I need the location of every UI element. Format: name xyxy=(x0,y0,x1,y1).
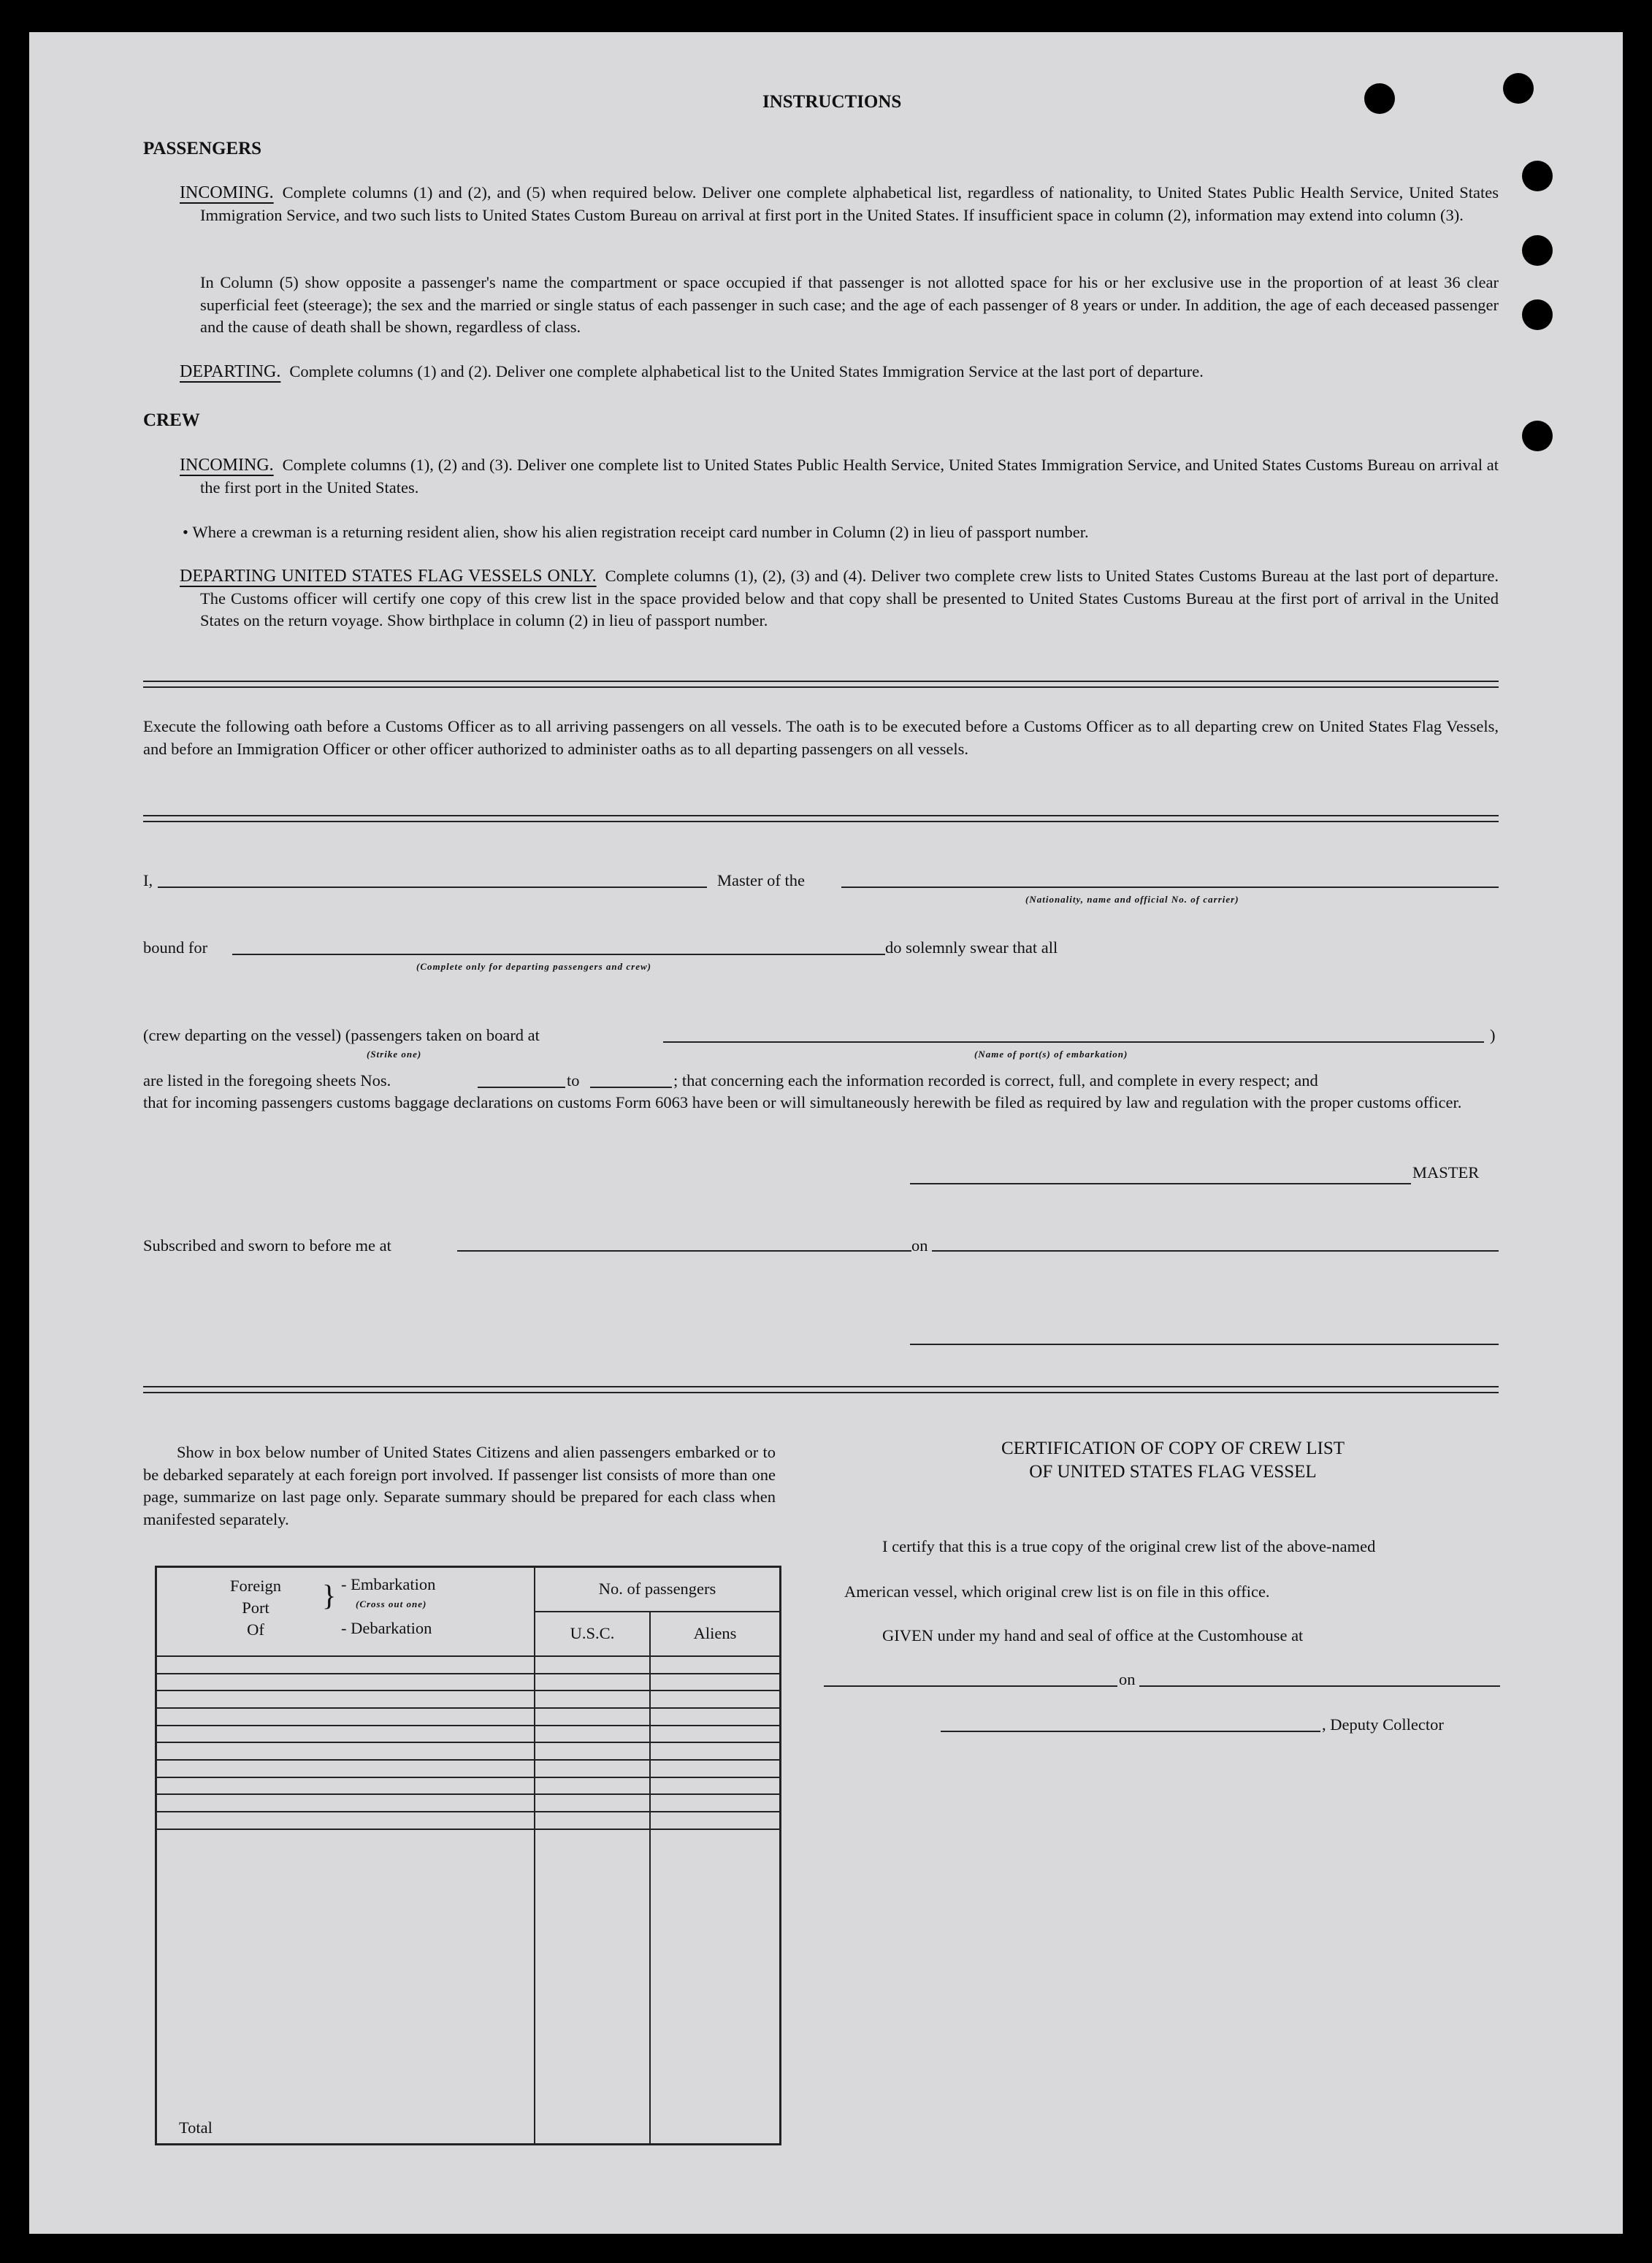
aliens-cell[interactable] xyxy=(650,1656,781,1674)
page-title: INSTRUCTIONS xyxy=(762,92,902,112)
table-row xyxy=(156,1777,781,1795)
summary-text-content: Show in box below number of United States Citizens and alien passengers embarked or to be debarked separately at each foreign port involved. If passenger list consists of more than one page, summarize on last page only. Separate summary should be prepared for each class when manifested separately. xyxy=(143,1443,776,1528)
aliens-cell[interactable] xyxy=(650,1794,781,1812)
usc-header: U.S.C. xyxy=(535,1612,650,1656)
aliens-cell[interactable] xyxy=(650,1760,781,1777)
port-cell[interactable] xyxy=(156,1760,535,1777)
summary-text xyxy=(143,1441,776,1531)
port-cell[interactable] xyxy=(156,1812,535,1829)
certification-title-1: CERTIFICATION OF COPY OF CREW LIST xyxy=(1001,1439,1345,1458)
aliens-cell[interactable] xyxy=(650,1777,781,1795)
aliens-cell[interactable] xyxy=(650,1690,781,1708)
complete-only-caption: (Complete only for departing passengers and crew) xyxy=(416,961,651,972)
crew-bullet xyxy=(183,521,1499,544)
listed-rest xyxy=(143,1092,1499,1114)
aliens-cell[interactable] xyxy=(650,1726,781,1743)
punch-hole-6 xyxy=(1522,421,1553,451)
table-row xyxy=(156,1690,781,1708)
crew-departing-text: Complete columns (1), (2), (3) and (4). Deliver two complete crew lists to United States Customs Bureau at the last port of departure. The Customs officer will certify one copy of this crew list in the space provided below and that copy shall be presented to United States Customs Bureau at the first port of arrival in the United States on the return voyage. Show birthplace in column (2) in lieu of passport number. xyxy=(200,567,1499,629)
port-cell[interactable] xyxy=(156,1777,535,1795)
master-signature-field[interactable] xyxy=(910,1183,1411,1184)
port-label: Port xyxy=(242,1598,269,1617)
crew-incoming-label: INCOMING. xyxy=(180,456,274,475)
passengers-incoming-text: Complete columns (1) and (2), and (5) when required below. Deliver one complete alphabetical list, regardless of nationality, to United States Public Health Service, United States Immigration Service, and two such lists to United States Custom Bureau on arrival at first port in the United States. If insufficient space in column (2), information may extend into column (3). xyxy=(200,183,1499,224)
passengers-departing xyxy=(180,361,1499,383)
crew-departing-label: DEPARTING UNITED STATES FLAG VESSELS ONLY. xyxy=(180,567,597,586)
cert-on-label: on xyxy=(1119,1670,1136,1688)
crew-departing-text: (crew departing on the vessel) (passengers taken on board at xyxy=(143,1026,540,1044)
punch-hole-1 xyxy=(1364,83,1395,114)
deputy-collector-label: , Deputy Collector xyxy=(1322,1715,1444,1734)
divider-3 xyxy=(143,1386,1499,1393)
table-row xyxy=(156,1812,781,1829)
listed-text-1: are listed in the foregoing sheets Nos. xyxy=(143,1071,391,1090)
passengers-departing-text: Complete columns (1) and (2). Deliver one complete alphabetical list to the United States Immigration Service at the last port of departure. xyxy=(289,362,1204,380)
punch-hole-4 xyxy=(1522,235,1553,266)
table-row xyxy=(156,1708,781,1726)
aliens-cell[interactable] xyxy=(650,1674,781,1691)
deputy-collector-signature-field[interactable] xyxy=(941,1731,1320,1732)
foreign-label: Foreign xyxy=(230,1577,281,1595)
divider-2 xyxy=(143,815,1499,822)
subscribed-date-field[interactable] xyxy=(932,1250,1499,1252)
port-cell[interactable] xyxy=(156,1656,535,1674)
usc-cell[interactable] xyxy=(535,1760,650,1777)
usc-cell[interactable] xyxy=(535,1794,650,1812)
usc-total-cell[interactable] xyxy=(535,1829,650,2145)
master-label: MASTER xyxy=(1412,1163,1480,1182)
bullet-icon: • xyxy=(183,523,193,541)
subscribed-on-label: on xyxy=(911,1236,928,1255)
port-cell[interactable] xyxy=(156,1690,535,1708)
total-row xyxy=(156,1829,781,2145)
passengers-heading: PASSENGERS xyxy=(143,139,262,158)
usc-cell[interactable] xyxy=(535,1674,650,1691)
usc-cell[interactable] xyxy=(535,1777,650,1795)
debarkation-label: - Debarkation xyxy=(341,1619,432,1637)
master-of-the-label: Master of the xyxy=(717,871,805,889)
strike-one-caption: (Strike one) xyxy=(367,1049,422,1060)
nationality-caption: (Nationality, name and official No. of carrier) xyxy=(1025,894,1239,905)
divider-1 xyxy=(143,681,1499,688)
table-row xyxy=(156,1656,781,1674)
crew-incoming-text: Complete columns (1), (2) and (3). Deliver one complete list to United States Public Health Service, United States Immigration Service, and United States Customs Bureau on arrival at the first port in the United States. xyxy=(200,456,1499,497)
subscribed-label: Subscribed and sworn to before me at xyxy=(143,1236,391,1255)
passengers-departing-label: DEPARTING. xyxy=(180,362,281,381)
vessel-field[interactable] xyxy=(841,887,1499,888)
no-of-passengers-header: No. of passengers xyxy=(535,1567,781,1612)
port-cell[interactable] xyxy=(156,1794,535,1812)
certification-title-2: OF UNITED STATES FLAG VESSEL xyxy=(1029,1462,1317,1482)
punch-hole-5 xyxy=(1522,299,1553,330)
passengers-column5-text: In Column (5) show opposite a passenger's name the compartment or space occupied if that passenger is not allotted space for his or her exclusive use in the proportion of at least 36 clear superficial feet (steerage); the sex and the married or single status of each passenger in such case; and the age of each passenger of 8 years or under. In addition, the age of each deceased passenger and the cause of death shall be shown, regardless of class. xyxy=(200,273,1499,336)
usc-cell[interactable] xyxy=(535,1812,650,1829)
certify-text-1: I certify that this is a true copy of the original crew list of the above-named xyxy=(882,1537,1376,1555)
brace-icon: } xyxy=(322,1579,337,1612)
usc-cell[interactable] xyxy=(535,1708,650,1726)
listed-text-2: ; that concerning each the information recorded is correct, full, and complete in every respect; and xyxy=(673,1071,1318,1090)
table-row xyxy=(156,1674,781,1691)
usc-cell[interactable] xyxy=(535,1726,650,1743)
aliens-total-cell[interactable] xyxy=(650,1829,781,2145)
sheet-from-field[interactable] xyxy=(478,1087,565,1088)
passenger-summary-table xyxy=(155,1566,781,2145)
aliens-header: Aliens xyxy=(650,1612,781,1656)
given-text: GIVEN under my hand and seal of office at the Customhouse at xyxy=(882,1626,1304,1644)
ports-embarkation-field[interactable] xyxy=(663,1041,1484,1043)
aliens-cell[interactable] xyxy=(650,1708,781,1726)
usc-cell[interactable] xyxy=(535,1690,650,1708)
crew-departing xyxy=(180,565,1499,632)
cross-out-caption: (Cross out one) xyxy=(356,1598,427,1609)
listed-rest-text: that for incoming passengers customs baggage declarations on customs Form 6063 have been or will simultaneously herewith be filed as required by law and regulation with the proper customs officer. xyxy=(143,1093,1462,1111)
total-label: Total xyxy=(156,1829,535,2145)
crew-heading: CREW xyxy=(143,410,200,430)
port-cell[interactable] xyxy=(156,1726,535,1743)
oath-intro-text: Execute the following oath before a Customs Officer as to all arriving passengers on all vessels. The oath is to be executed before a Customs Officer as to all departing crew on United States Flag Vessels, and before an Immigration Officer or other officer authorized to administer oaths as to all departing passengers on all vessels. xyxy=(143,717,1499,758)
aliens-cell[interactable] xyxy=(650,1742,781,1760)
oath-intro xyxy=(143,716,1499,760)
table-row xyxy=(156,1760,781,1777)
master-name-field[interactable] xyxy=(158,887,707,888)
officer-signature-field[interactable] xyxy=(910,1344,1499,1345)
crew-incoming xyxy=(180,454,1499,499)
subscribed-place-field[interactable] xyxy=(457,1250,911,1252)
oath-i-label: I, xyxy=(143,871,153,889)
table-row xyxy=(156,1742,781,1760)
sheet-to-field[interactable] xyxy=(590,1087,672,1088)
passengers-incoming xyxy=(180,182,1499,226)
customhouse-field[interactable] xyxy=(824,1685,1117,1687)
punch-hole-3 xyxy=(1522,161,1553,191)
certify-text-2: American vessel, which original crew list is on file in this office. xyxy=(844,1582,1270,1601)
port-cell[interactable] xyxy=(156,1742,535,1760)
embarkation-label: - Embarkation xyxy=(341,1575,436,1593)
crew-bullet-text: Where a crewman is a returning resident alien, show his alien registration receipt card number in Column (2) in lieu of passport number. xyxy=(192,523,1089,541)
cert-date-field[interactable] xyxy=(1139,1685,1500,1687)
bound-for-label: bound for xyxy=(143,938,208,957)
solemnly-swear-text: do solemnly swear that all xyxy=(885,938,1058,957)
close-paren: ) xyxy=(1490,1026,1496,1044)
of-label: Of xyxy=(247,1620,264,1639)
table-row xyxy=(156,1794,781,1812)
usc-cell[interactable] xyxy=(535,1656,650,1674)
punch-hole-2 xyxy=(1503,73,1534,104)
port-cell[interactable] xyxy=(156,1674,535,1691)
bound-for-field[interactable] xyxy=(232,954,885,955)
passengers-incoming-label: INCOMING. xyxy=(180,183,274,202)
port-cell[interactable] xyxy=(156,1708,535,1726)
usc-cell[interactable] xyxy=(535,1742,650,1760)
port-header-cell xyxy=(156,1567,535,1657)
aliens-cell[interactable] xyxy=(650,1812,781,1829)
listed-to: to xyxy=(567,1071,580,1090)
ports-caption: (Name of port(s) of embarkation) xyxy=(974,1049,1128,1060)
passengers-column5 xyxy=(200,272,1499,339)
table-row xyxy=(156,1726,781,1743)
